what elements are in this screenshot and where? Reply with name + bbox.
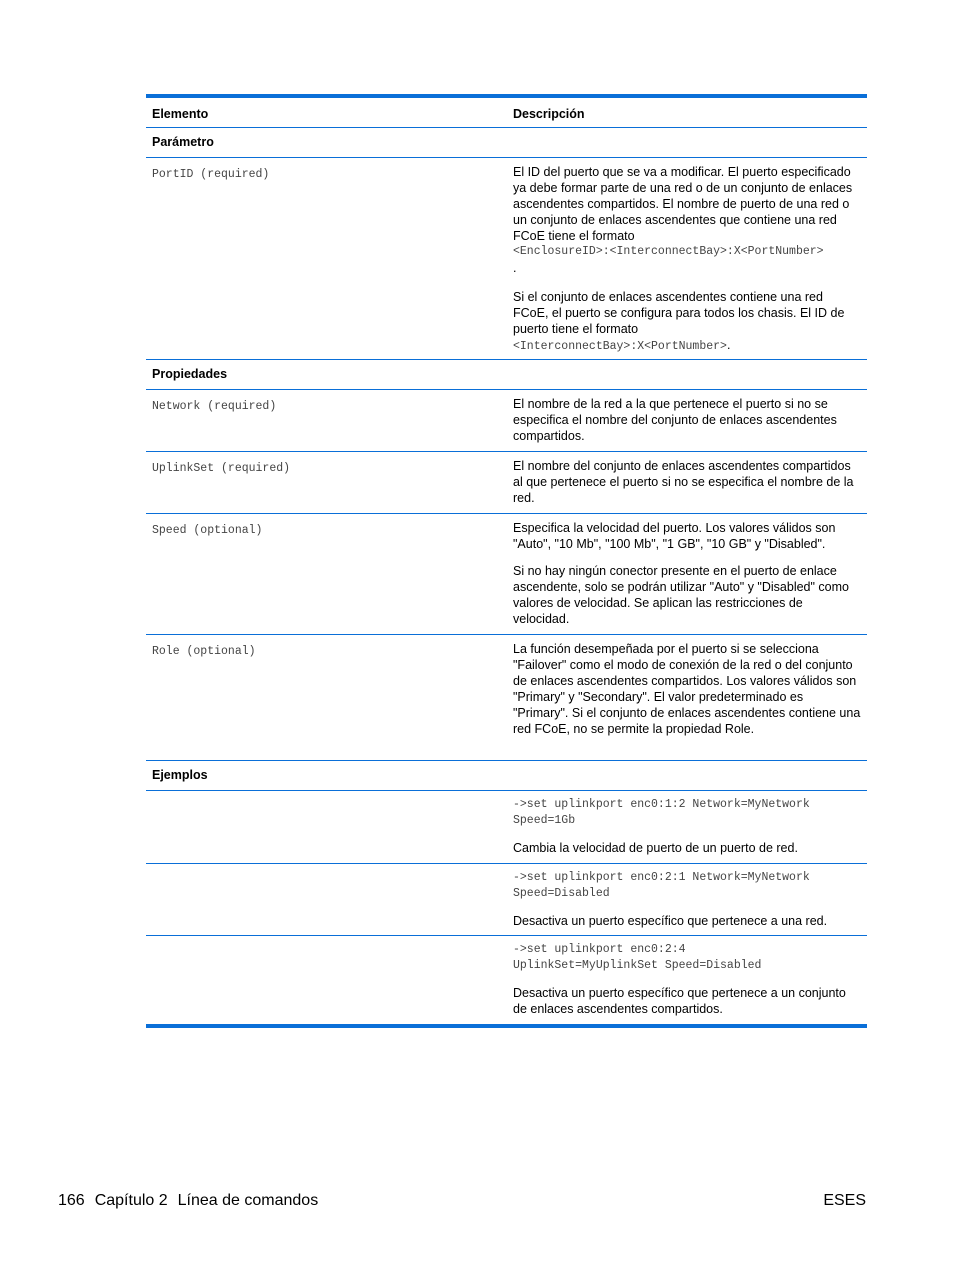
example-command-cont: Speed=1Gb [513, 814, 576, 827]
example-desc: Desactiva un puerto específico que pertenece a un conjunto de enlaces ascendentes compartidos. [513, 986, 846, 1016]
sentence-end: . [513, 261, 517, 275]
section-label: Propiedades [152, 367, 228, 381]
parameters-table [146, 94, 867, 1028]
param-format-code-2: <InterconnectBay>:X<PortNumber> [513, 340, 727, 353]
param-desc-2: Si el conjunto de enlaces ascendentes contiene una red FCoE, el puerto se configura para todos los chasis. El ID de puerto tiene el formato [513, 290, 845, 336]
param-desc: El nombre de la red a la que pertenece el puerto si no se especifica el nombre del conjunto de enlaces ascendentes compartidos. [513, 397, 837, 443]
chapter-label: Capítulo 2 [94, 1192, 168, 1209]
example-command: ->set uplinkport enc0:1:2 Network=MyNetwork [513, 798, 810, 811]
param-name: UplinkSet (required) [152, 462, 291, 475]
param-format-code: <EnclosureID>:<InterconnectBay>:X<PortNumber> [513, 245, 824, 258]
page-footer-right: ESES [823, 1192, 866, 1209]
sentence-end: . [726, 338, 731, 352]
table-row-example [146, 864, 867, 936]
param-desc: El ID del puerto que se va a modificar. El puerto especificado ya debe formar parte de una red o de un conjunto de enlaces ascendentes compartidos. El nombre de puerto de una red o un conjunto de enlaces ascendentes que contiene una red FCoE tiene el formato [513, 165, 853, 243]
header-descripcion: Descripción [513, 107, 585, 121]
page-footer-left [58, 1192, 318, 1210]
param-name: PortID (required) [152, 168, 270, 181]
example-desc: Cambia la velocidad de puerto de un puerto de red. [513, 841, 798, 855]
chapter-title: Línea de comandos [177, 1192, 319, 1209]
section-row-ejemplos [146, 761, 867, 791]
table-row-role [146, 635, 867, 761]
param-desc: La función desempeñada por el puerto si se selecciona "Failover" como el modo de conexión de la red o del conjunto de enlaces ascendentes compartidos. Los valores válidos son "Primary" y "Secondary". El valor predeterminado es "Primary". Si el conjunto de enlaces ascendentes contiene una red FCoE, no se permite la propiedad Role. [513, 642, 861, 736]
section-row-parametro [146, 128, 867, 158]
table-bottom-rule [146, 1024, 867, 1028]
table-row-example [146, 791, 867, 864]
param-name: Network (required) [152, 400, 277, 413]
example-command-cont: UplinkSet=MyUplinkSet Speed=Disabled [513, 959, 762, 972]
header-elemento: Elemento [152, 107, 209, 121]
example-command: ->set uplinkport enc0:2:4 [513, 943, 686, 956]
param-name: Role (optional) [152, 645, 256, 658]
param-desc: Especifica la velocidad del puerto. Los valores válidos son "Auto", "10 Mb", "100 Mb", "1 GB", "10 GB" y "Disabled". [513, 521, 836, 551]
table-row-uplinkset [146, 452, 867, 514]
example-command: ->set uplinkport enc0:2:1 Network=MyNetwork [513, 871, 810, 884]
table-row-speed [146, 514, 867, 635]
table-row-example [146, 936, 867, 1024]
table-row-portid [146, 158, 867, 360]
section-row-propiedades [146, 360, 867, 390]
table-row-network [146, 390, 867, 452]
param-desc-2: Si no hay ningún conector presente en el puerto de enlace ascendente, solo se podrán utilizar "Auto" y "Disabled" como valores de velocidad. Se aplican las restricciones de velocidad. [513, 564, 849, 626]
example-desc: Desactiva un puerto específico que pertenece a una red. [513, 914, 828, 928]
page-number: 166 [58, 1192, 85, 1209]
section-label: Ejemplos [152, 768, 208, 782]
param-name: Speed (optional) [152, 524, 263, 537]
example-command-cont: Speed=Disabled [513, 887, 610, 900]
section-label: Parámetro [152, 135, 214, 149]
param-desc: El nombre del conjunto de enlaces ascendentes compartidos al que pertenece el puerto si no se especifica el nombre de la red. [513, 459, 854, 505]
table-header-row [146, 98, 867, 128]
